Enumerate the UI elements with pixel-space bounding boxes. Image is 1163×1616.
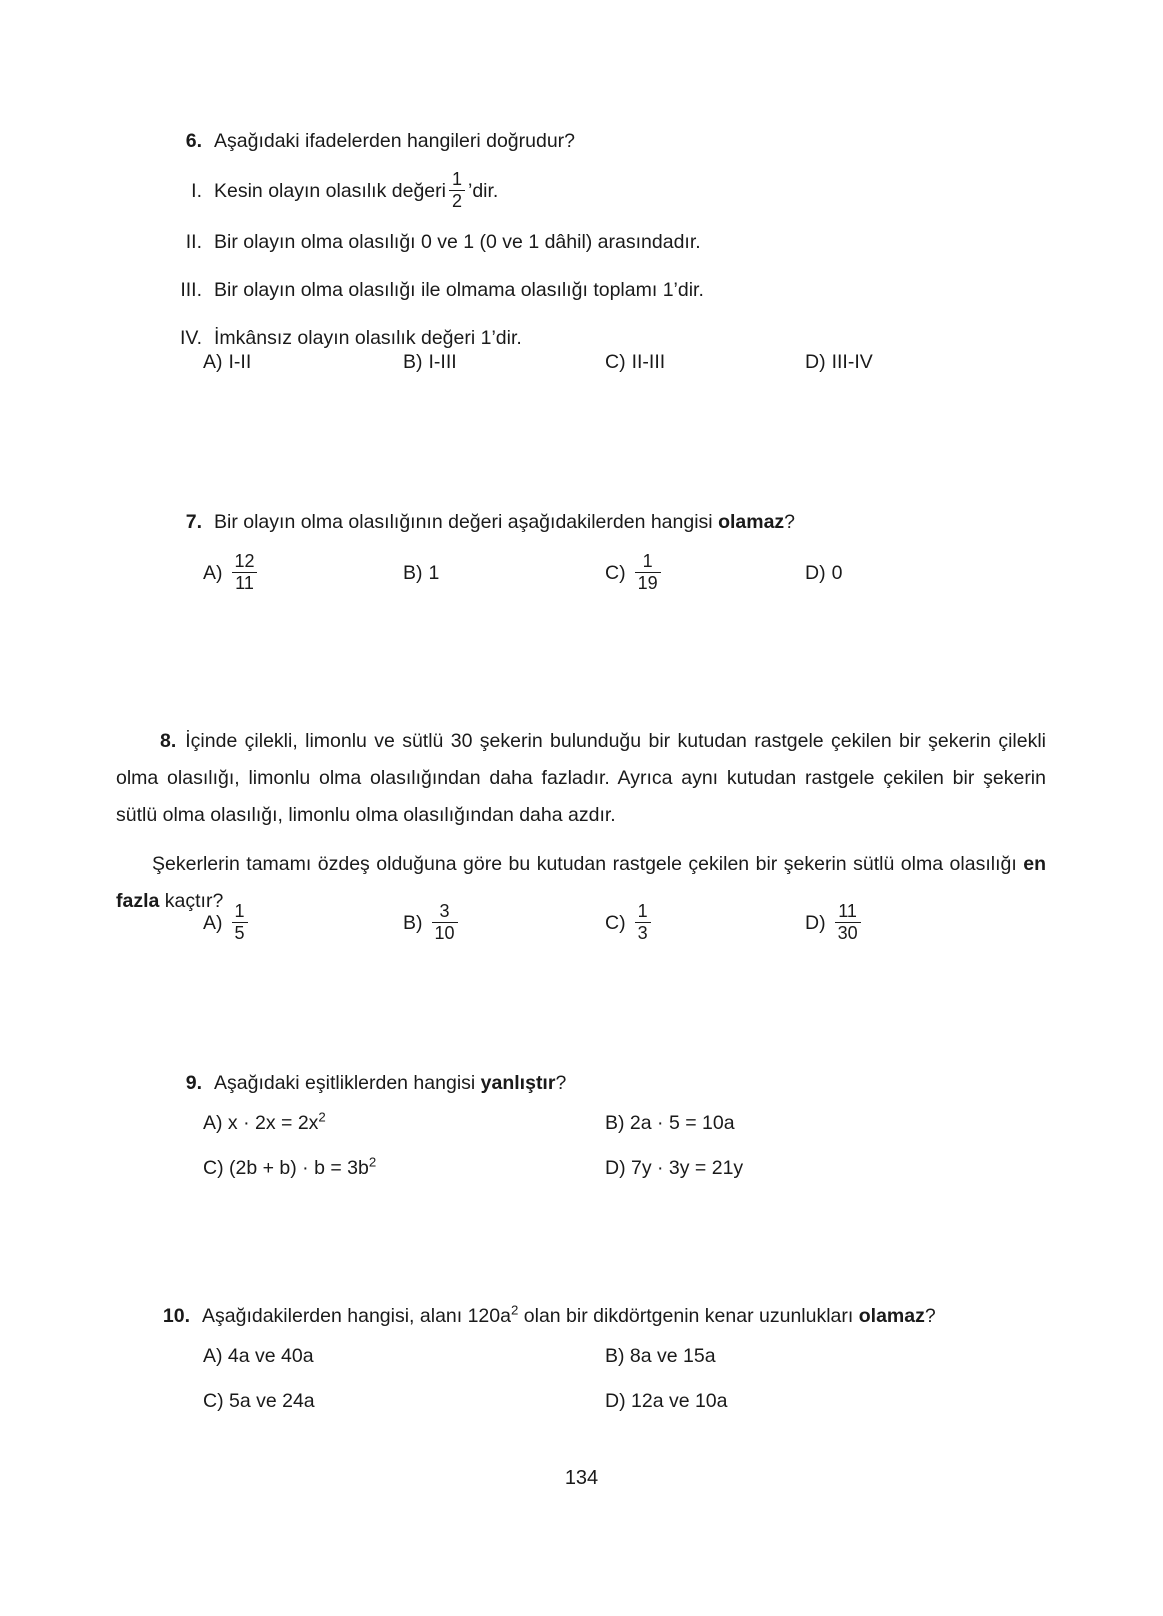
choice-letter: A) — [203, 1345, 223, 1367]
question-6 — [162, 130, 1022, 356]
question-9-choice-a[interactable] — [203, 1109, 605, 1135]
choice-letter: C) — [605, 351, 626, 373]
choice-letter: D) — [805, 911, 826, 934]
question-6-choice-c[interactable] — [605, 351, 805, 374]
fraction-denominator: 2 — [449, 190, 465, 211]
question-10-choice-d[interactable] — [605, 1390, 728, 1413]
question-9-choices — [203, 1109, 963, 1202]
choice-letter: D) — [805, 561, 826, 584]
roman-item-2-text: Bir olayın olma olasılığı 0 ve 1 (0 ve 1 dâhil) arasındadır. — [214, 231, 701, 254]
roman-item-4-text: İmkânsız olayın olasılık değeri 1’dir. — [214, 327, 522, 350]
question-9-choice-d[interactable] — [605, 1157, 743, 1180]
choice-letter: C) — [203, 1390, 224, 1412]
question-8-paragraph-2-emphasis: en fazla — [116, 853, 1046, 913]
choice-letter: B) — [403, 351, 423, 373]
fraction-numerator: 3 — [439, 901, 450, 921]
choice-expression: 2a · 5 = 10a — [629, 1112, 735, 1134]
question-7-choice-b[interactable] — [403, 562, 605, 585]
question-7-choice-d[interactable] — [805, 562, 842, 585]
question-8-paragraph-2-part2: kaçtır? — [159, 890, 224, 913]
choice-expression: (2b + b) · b = 3b — [229, 1157, 369, 1179]
choice-letter: D) — [605, 1157, 626, 1179]
fraction-3-10 — [432, 902, 458, 943]
choice-text: 8a ve 15a — [629, 1345, 716, 1367]
fraction-numerator: 12 — [234, 551, 255, 571]
choice-letter: C) — [605, 911, 626, 934]
question-8-number: 8. — [160, 730, 177, 752]
question-9-stem — [162, 1072, 1022, 1095]
question-10-stem-part3: ? — [924, 1305, 936, 1327]
choice-text: III-IV — [831, 351, 873, 373]
roman-item-1-label: I. — [191, 179, 202, 202]
fraction-1-3 — [635, 902, 651, 943]
page-number: 134 — [564, 1467, 599, 1489]
fraction-denominator: 19 — [635, 572, 661, 593]
question-8-choice-a[interactable] — [203, 903, 403, 944]
choice-letter: A) — [203, 1112, 223, 1134]
choice-letter: B) — [605, 1345, 625, 1367]
question-7-number: 7. — [185, 511, 202, 533]
choice-letter: B) — [403, 561, 423, 584]
question-10-stem-emphasis: olamaz — [858, 1305, 925, 1327]
roman-item-1-text-after: ’dir. — [467, 179, 499, 202]
roman-item-2-label: II. — [185, 231, 202, 254]
question-8-choice-c[interactable] — [605, 903, 805, 944]
question-9 — [162, 1072, 1022, 1095]
choice-letter: D) — [805, 351, 826, 373]
question-9-stem-emphasis: yanlıştır — [480, 1072, 556, 1094]
question-7-choice-c[interactable] — [605, 553, 805, 594]
question-9-choices-row-1 — [203, 1109, 963, 1135]
question-10-stem — [148, 1302, 1038, 1328]
question-10-stem-exponent: 2 — [510, 1302, 519, 1318]
question-6-choices — [203, 351, 963, 374]
fraction-numerator: 1 — [234, 901, 245, 921]
choice-text: I-III — [428, 351, 457, 373]
question-7-choice-a[interactable] — [203, 553, 403, 594]
question-8 — [116, 723, 1046, 920]
choice-letter: A) — [203, 561, 223, 584]
fraction-11-30 — [835, 902, 861, 943]
question-9-choice-c[interactable] — [203, 1154, 605, 1180]
question-9-choice-b[interactable] — [605, 1112, 735, 1135]
question-8-choice-b[interactable] — [403, 903, 605, 944]
fraction-one-half — [449, 170, 465, 211]
fraction-numerator: 1 — [637, 901, 648, 921]
roman-item-1-text-before: Kesin olayın olasılık değeri — [214, 179, 446, 202]
question-10-choice-b[interactable] — [605, 1345, 716, 1368]
question-7-stem-text — [214, 511, 1022, 534]
question-10 — [148, 1302, 1038, 1328]
question-7-stem-emphasis: olamaz — [718, 511, 785, 533]
roman-item-1-text — [214, 171, 1022, 212]
roman-item-4-label: IV. — [179, 327, 202, 350]
question-8-paragraph-1 — [116, 723, 1046, 834]
question-10-choices — [203, 1345, 963, 1435]
fraction-12-11 — [232, 552, 258, 593]
question-10-number: 10. — [162, 1305, 190, 1327]
question-7-choices — [203, 553, 963, 594]
roman-item-3-label: III. — [180, 279, 202, 302]
choice-letter: A) — [203, 351, 223, 373]
choice-text: 12a ve 10a — [631, 1390, 728, 1412]
question-9-stem-part1: Aşağıdaki eşitliklerden hangisi — [214, 1072, 481, 1094]
question-7-stem-part1: Bir olayın olma olasılığının değeri aşağıdakilerden hangisi — [214, 511, 719, 533]
choice-text: II-III — [631, 351, 666, 373]
choice-expression: x · 2x = 2x — [227, 1112, 319, 1134]
question-8-paragraph-2-part1: Şekerlerin tamamı özdeş olduğuna göre bu kutudan rastgele çekilen bir şekerin sütlü olma olasılığı — [152, 853, 1024, 876]
question-6-number: 6. — [185, 130, 202, 152]
choice-letter: C) — [203, 1157, 224, 1179]
question-10-stem-text — [202, 1302, 1038, 1328]
choice-letter: D) — [605, 1390, 626, 1412]
fraction-numerator: 1 — [451, 169, 462, 189]
question-10-stem-part1: Aşağıdakilerden hangisi, alanı 120a — [202, 1305, 511, 1327]
roman-item-1 — [162, 171, 1022, 212]
fraction-numerator: 1 — [642, 551, 653, 571]
choice-letter: A) — [203, 911, 223, 934]
fraction-denominator: 11 — [232, 572, 257, 593]
fraction-denominator: 3 — [635, 922, 651, 943]
question-7-stem — [162, 511, 1022, 534]
question-10-choices-row-2 — [203, 1390, 963, 1413]
fraction-1-19 — [635, 552, 661, 593]
choice-text: 5a ve 24a — [229, 1390, 315, 1412]
choice-letter: B) — [605, 1112, 625, 1134]
choice-text: 1 — [428, 561, 440, 584]
question-6-choice-d[interactable] — [805, 351, 873, 374]
question-7-stem-part2: ? — [784, 511, 796, 533]
question-8-paragraph-1-text: İçinde çilekli, limonlu ve sütlü 30 şekerin bulunduğu bir kutudan rastgele çekilen bir şekerin çilekli olma olasılığı, limonlu olma olasılığından daha fazladır. Ayrıca aynı kutudan rastgele çekilen bir şekerin sütlü olma olasılığı, limonlu olma olasılığından daha azdır. — [116, 730, 1046, 827]
question-6-roman-list — [162, 171, 1022, 356]
choice-exponent: 2 — [368, 1154, 377, 1170]
question-8-choices — [203, 903, 963, 944]
fraction-numerator: 11 — [838, 901, 857, 921]
fraction-denominator: 5 — [232, 922, 248, 943]
choice-letter: C) — [605, 561, 626, 584]
question-7 — [162, 511, 1022, 534]
roman-item-3-text: Bir olayın olma olasılığı ile olmama olasılığı toplamı 1’dir. — [214, 279, 704, 302]
choice-text: I-II — [228, 351, 252, 373]
question-10-choice-c[interactable] — [203, 1390, 605, 1413]
question-10-stem-part2: olan bir dikdörtgenin kenar uzunlukları — [518, 1305, 859, 1327]
question-10-choices-row-1 — [203, 1345, 963, 1368]
question-10-choice-a[interactable] — [203, 1345, 605, 1368]
fraction-denominator: 30 — [835, 922, 861, 943]
question-6-choice-a[interactable] — [203, 351, 403, 374]
question-9-stem-text — [214, 1072, 1022, 1095]
roman-item-2 — [162, 226, 1022, 260]
choice-letter: B) — [403, 911, 423, 934]
choice-expression: 7y · 3y = 21y — [631, 1157, 744, 1179]
question-8-choice-d[interactable] — [805, 903, 864, 944]
question-6-stem-text: Aşağıdaki ifadelerden hangileri doğrudur? — [214, 130, 575, 152]
roman-item-3 — [162, 274, 1022, 308]
fraction-denominator: 10 — [432, 922, 458, 943]
choice-text: 0 — [831, 561, 843, 584]
question-6-stem — [162, 130, 1022, 153]
fraction-1-5 — [232, 902, 248, 943]
choice-exponent: 2 — [318, 1109, 326, 1125]
question-9-stem-part2: ? — [555, 1072, 567, 1094]
question-6-choice-b[interactable] — [403, 351, 605, 374]
question-9-number: 9. — [185, 1072, 202, 1094]
choice-text: 4a ve 40a — [227, 1345, 314, 1367]
question-9-choices-row-2 — [203, 1154, 963, 1180]
